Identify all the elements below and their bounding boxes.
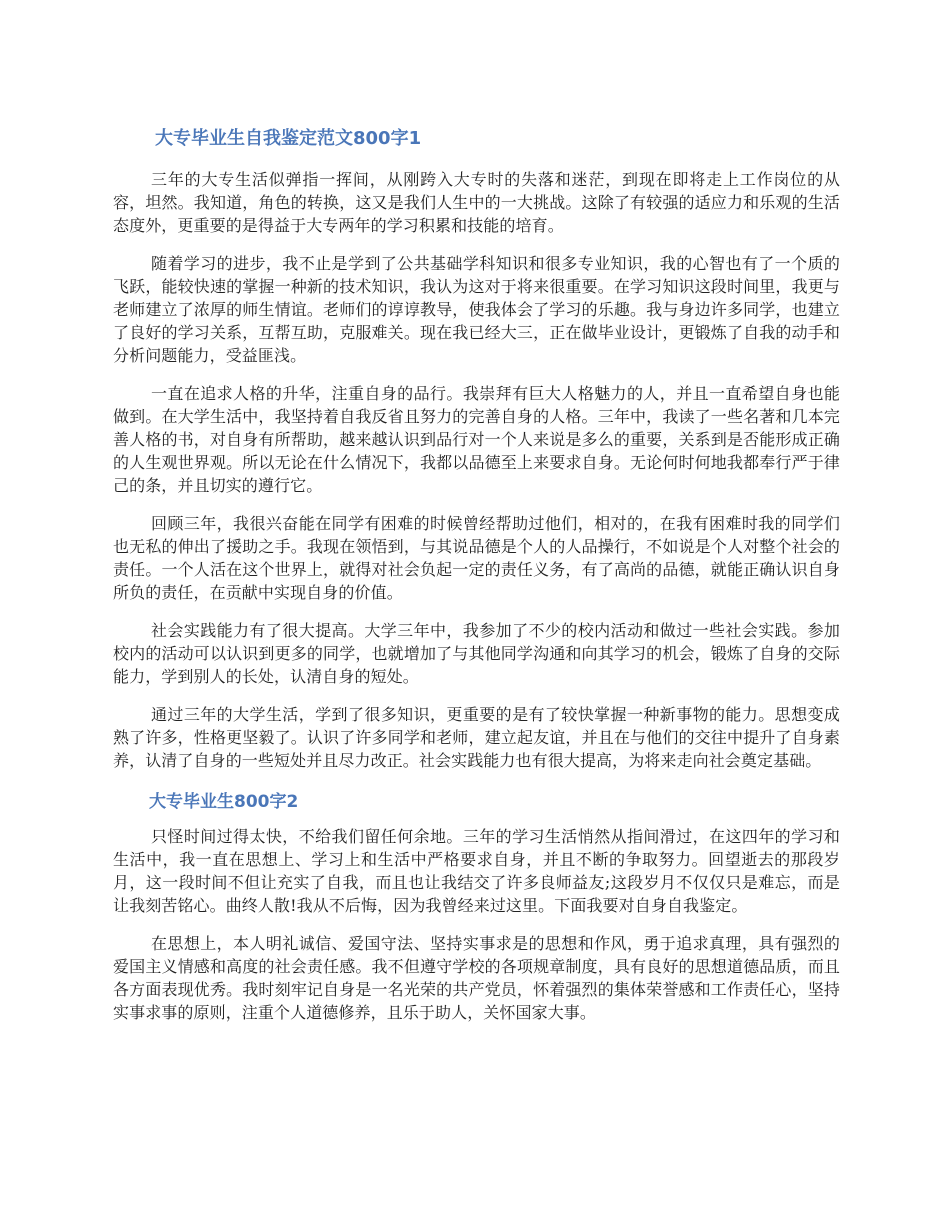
section-2-title: 大专毕业生800字2 [149,792,299,812]
section-1-paragraph-6: 通过三年的大学生活，学到了很多知识，更重要的是有了较快掌握一种新事物的能力。思想变成熟了许多，性格更坚毅了。认识了许多同学和老师，建立起友谊，并且在与他们的交往中提升了自身素养，认清了自身的一些短处并且尽力改正。社会实践能力也有很大提高，为将来走向社会奠定基础。 [113,705,840,770]
section-2-paragraph-1: 只怪时间过得太快，不给我们留任何余地。三年的学习生活悄然从指间滑过，在这四年的学习和生活中，我一直在思想上、学习上和生活中严格要求自身，并且不断的争取努力。回望逝去的那段岁月，这一段时间不但让充实了自我，而且也让我结交了许多良师益友;这段岁月不仅仅只是难忘，而是让我刻苦铭心。曲终人散!我从不后悔，因为我曾经来过这里。下面我要对自身自我鉴定。 [113,827,840,915]
section-1-paragraph-5: 社会实践能力有了很大提高。大学三年中，我参加了不少的校内活动和做过一些社会实践。参加校内的活动可以认识到更多的同学，也就增加了与其他同学沟通和向其学习的机会，锻炼了自身的交际能力，学到别人的长处，认清自身的短处。 [113,621,840,686]
section-1-title: 大专毕业生自我鉴定范文800字1 [155,128,422,149]
section-1-paragraph-4: 回顾三年，我很兴奋能在同学有困难的时候曾经帮助过他们，相对的，在我有困难时我的同学们也无私的伸出了援助之手。我现在领悟到，与其说品德是个人的人品操行，不如说是个人对整个社会的责任。一个人活在这个世界上，就得对社会负起一定的责任义务，有了高尚的品德，就能正确认识自身所负的责任，在贡献中实现自身的价值。 [113,514,840,602]
section-1-paragraph-2: 随着学习的进步，我不止是学到了公共基础学科知识和很多专业知识，我的心智也有了一个质的飞跃，能较快速的掌握一种新的技术知识，我认为这对于将来很重要。在学习知识这段时间里，我更与老师建立了浓厚的师生情谊。老师们的谆谆教导，使我体会了学习的乐趣。我与身边许多同学，也建立了良好的学习关系，互帮互助，克服难关。现在我已经大三，正在做毕业设计，更锻炼了自我的动手和分析问题能力，受益匪浅。 [113,254,840,365]
section-2-paragraph-2: 在思想上，本人明礼诚信、爱国守法、坚持实事求是的思想和作风，勇于追求真理，具有强烈的爱国主义情感和高度的社会责任感。我不但遵守学校的各项规章制度，具有良好的思想道德品质，而且各方面表现优秀。我时刻牢记自身是一名光荣的共产党员，怀着强烈的集体荣誉感和工作责任心，坚持实事求事的原则，注重个人道德修养，且乐于助人，关怀国家大事。 [113,934,840,1022]
section-1-paragraph-3: 一直在追求人格的升华，注重自身的品行。我崇拜有巨大人格魅力的人，并且一直希望自身也能做到。在大学生活中，我坚持着自我反省且努力的完善自身的人格。三年中，我读了一些名著和几本完善人格的书，对自身有所帮助，越来越认识到品行对一个人来说是多么的重要，关系到是否能形成正确的人生观世界观。所以无论在什么情况下，我都以品德至上来要求自身。无论何时何地我都奉行严于律己的条，并且切实的遵行它。 [113,384,840,495]
document-body [113,124,840,1039]
section-1-paragraph-1: 三年的大专生活似弹指一挥间，从刚跨入大专时的失落和迷茫，到现在即将走上工作岗位的从容，坦然。我知道，角色的转换，这又是我们人生中的一大挑战。这除了有较强的适应力和乐观的生活态度外，更重要的是得益于大专两年的学习积累和技能的培育。 [113,170,840,235]
